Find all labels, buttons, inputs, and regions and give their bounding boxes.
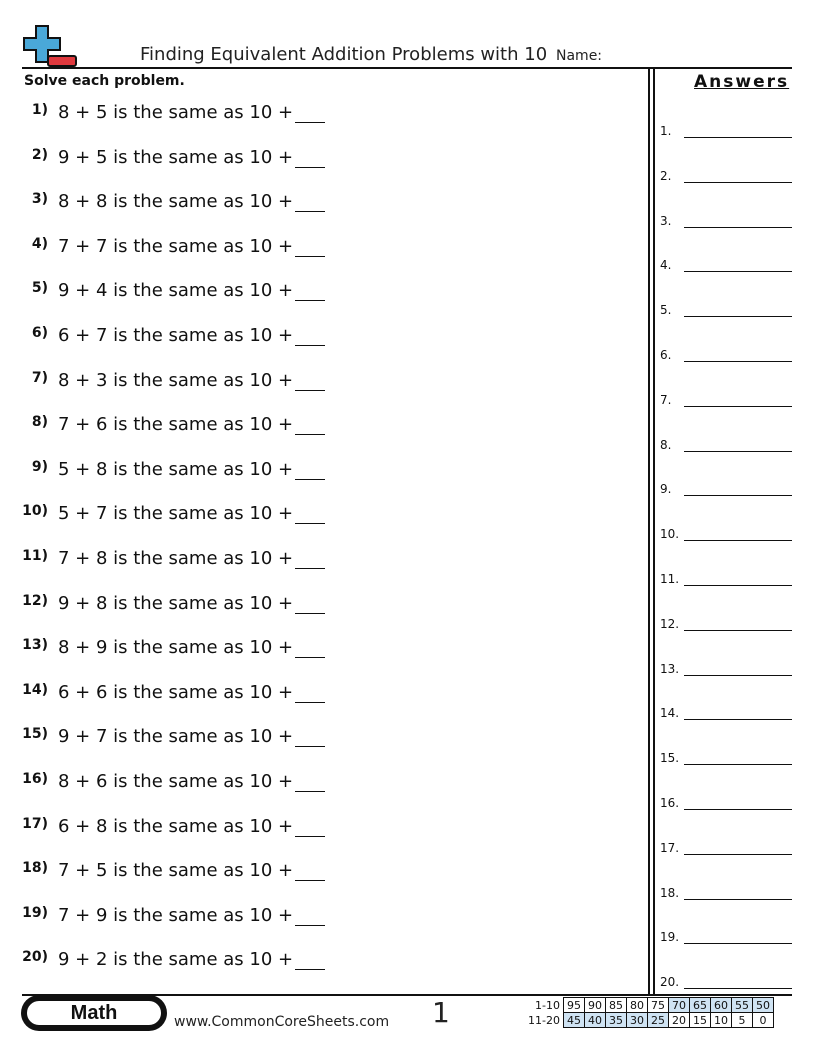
problem-item (22, 280, 622, 310)
footer-rule (22, 994, 792, 996)
problem-text (58, 548, 325, 569)
problem-expression: 8 + 8 is the same as 10 + (58, 191, 294, 213)
answer-line[interactable] (684, 764, 792, 765)
problem-number: 1) (31, 102, 48, 118)
answer-row (660, 617, 792, 637)
answer-number: 1. (660, 124, 672, 138)
answer-line[interactable] (684, 585, 792, 586)
instructions: Solve each problem. (24, 73, 185, 89)
problem-expression: 6 + 7 is the same as 10 + (58, 325, 294, 346)
answer-row (660, 662, 792, 682)
problem-text (58, 503, 325, 524)
answer-blank[interactable] (295, 327, 325, 346)
score-cell: 65 (689, 998, 710, 1013)
problem-text (58, 771, 325, 792)
problem-number: 17) (22, 815, 48, 832)
score-cell: 25 (647, 1013, 668, 1028)
problem-item (22, 325, 622, 355)
problem-expression: 8 + 3 is the same as 10 + (58, 369, 294, 391)
problem-expression: 8 + 5 is the same as 10 + (58, 102, 294, 123)
score-range: 11-20 (528, 1013, 560, 1027)
website-url: www.CommonCoreSheets.com (174, 1014, 390, 1030)
answer-line[interactable] (684, 227, 792, 228)
problem-text (58, 593, 325, 614)
score-cell: 75 (647, 998, 668, 1013)
answer-blank[interactable] (295, 550, 325, 569)
answer-number: 7. (660, 392, 672, 407)
problem-text (58, 370, 325, 391)
problem-text (58, 147, 325, 168)
answer-number: 4. (660, 258, 672, 273)
problem-item (22, 593, 622, 623)
answer-line[interactable] (684, 943, 792, 944)
answer-blank[interactable] (295, 818, 325, 837)
answer-line[interactable] (684, 361, 792, 362)
problem-number: 10) (22, 503, 48, 520)
problem-text (58, 726, 325, 747)
answer-row (660, 930, 792, 950)
answer-number: 9. (660, 482, 672, 497)
score-cell: 90 (584, 998, 605, 1013)
problem-number: 4) (31, 235, 48, 252)
answer-blank[interactable] (295, 104, 325, 123)
score-cell: 15 (689, 1013, 710, 1028)
answer-line[interactable] (684, 899, 792, 900)
answer-blank[interactable] (295, 595, 325, 614)
problem-expression: 7 + 5 is the same as 10 + (58, 860, 294, 882)
problem-text (58, 102, 325, 123)
answer-number: 20. (660, 975, 680, 990)
answer-number: 12. (660, 616, 680, 631)
problem-expression: 9 + 8 is the same as 10 + (58, 592, 294, 614)
problem-text (58, 280, 325, 301)
problem-item (22, 682, 622, 712)
problem-item (22, 236, 622, 266)
problem-expression: 7 + 9 is the same as 10 + (58, 904, 294, 926)
answer-blank[interactable] (295, 282, 325, 301)
problem-item (22, 771, 622, 801)
subject-badge: Math (24, 998, 164, 1028)
page-number: 1 (432, 996, 450, 1029)
answers-heading: Answers (694, 72, 790, 92)
answer-line[interactable] (684, 137, 792, 138)
answer-blank[interactable] (295, 907, 325, 926)
plus-minus-logo-icon (22, 24, 78, 68)
answer-row (660, 214, 792, 234)
score-range: 1-10 (535, 998, 560, 1012)
answer-number: 3. (660, 213, 672, 228)
score-row (526, 1013, 773, 1028)
problem-number: 2) (31, 146, 48, 163)
score-cell: 85 (605, 998, 626, 1013)
problem-number: 6) (31, 325, 48, 341)
answer-line[interactable] (684, 182, 792, 183)
problem-expression: 6 + 8 is the same as 10 + (58, 815, 294, 837)
problem-text (58, 459, 325, 480)
score-table (526, 997, 774, 1028)
problem-item (22, 726, 622, 756)
answer-number: 5. (660, 303, 672, 318)
score-cell: 30 (626, 1013, 647, 1028)
answer-blank[interactable] (295, 639, 325, 658)
problem-expression: 7 + 8 is the same as 10 + (58, 548, 294, 569)
problem-expression: 8 + 9 is the same as 10 + (58, 637, 294, 659)
answer-number: 19. (660, 930, 680, 945)
answer-blank[interactable] (295, 461, 325, 480)
answer-line[interactable] (684, 719, 792, 720)
answer-row (660, 124, 792, 144)
problem-expression: 7 + 6 is the same as 10 + (58, 414, 294, 436)
problem-number: 20) (22, 949, 48, 966)
answer-number: 18. (660, 885, 680, 900)
score-cell: 70 (668, 998, 689, 1013)
problem-text (58, 325, 325, 346)
answer-blank[interactable] (295, 149, 325, 168)
problem-text (58, 682, 325, 703)
name-label: Name: (556, 48, 603, 64)
answer-row (660, 751, 792, 771)
answer-number: 11. (660, 572, 680, 586)
problem-expression: 5 + 8 is the same as 10 + (58, 458, 294, 480)
problem-item (22, 637, 622, 667)
problem-number: 5) (31, 280, 48, 297)
problem-text (58, 637, 325, 658)
problem-number: 11) (22, 548, 48, 564)
problem-expression: 9 + 5 is the same as 10 + (58, 146, 294, 168)
answer-number: 10. (660, 527, 680, 542)
answer-row (660, 482, 792, 502)
problem-item (22, 414, 622, 444)
score-cell: 45 (563, 1013, 584, 1028)
answer-row (660, 438, 792, 458)
answer-number: 15. (660, 751, 680, 766)
answer-line[interactable] (684, 271, 792, 272)
problem-number: 13) (22, 637, 48, 654)
answer-number: 14. (660, 706, 680, 721)
answer-number: 16. (660, 796, 680, 810)
problem-item (22, 459, 622, 489)
answer-line[interactable] (684, 809, 792, 810)
answer-line[interactable] (684, 988, 792, 989)
problem-expression: 9 + 4 is the same as 10 + (58, 280, 294, 302)
problem-text (58, 236, 325, 257)
problem-number: 9) (31, 458, 48, 475)
problem-text (58, 905, 325, 926)
answer-row (660, 796, 792, 816)
answer-row (660, 527, 792, 547)
answer-row (660, 706, 792, 726)
problem-item (22, 905, 622, 935)
problem-item (22, 816, 622, 846)
score-cell: 80 (626, 998, 647, 1013)
answer-blank[interactable] (295, 416, 325, 435)
problem-text (58, 414, 325, 435)
score-row (526, 998, 773, 1013)
problem-expression: 6 + 6 is the same as 10 + (58, 681, 294, 703)
answer-blank[interactable] (295, 193, 325, 212)
answer-row (660, 393, 792, 413)
problem-expression: 9 + 7 is the same as 10 + (58, 726, 294, 748)
problem-item (22, 191, 622, 221)
score-cell: 10 (710, 1013, 731, 1028)
score-cell: 50 (752, 998, 773, 1013)
answer-line[interactable] (684, 316, 792, 317)
answer-row (660, 169, 792, 189)
answer-row (660, 572, 792, 592)
answer-blank[interactable] (295, 684, 325, 703)
problem-text (58, 949, 325, 970)
answer-number: 8. (660, 437, 672, 452)
problem-expression: 9 + 2 is the same as 10 + (58, 949, 294, 971)
score-cell: 0 (752, 1013, 773, 1028)
problem-text (58, 860, 325, 881)
problem-number: 12) (22, 592, 48, 609)
problem-expression: 8 + 6 is the same as 10 + (58, 771, 294, 792)
answer-line[interactable] (684, 451, 792, 452)
answer-blank[interactable] (295, 862, 325, 881)
answer-row (660, 348, 792, 368)
answer-blank[interactable] (295, 238, 325, 257)
answer-blank[interactable] (295, 951, 325, 970)
answer-number: 6. (660, 348, 672, 362)
answer-row (660, 975, 792, 995)
score-cell: 95 (563, 998, 584, 1013)
score-cell: 20 (668, 1013, 689, 1028)
problem-text (58, 816, 325, 837)
answer-number: 2. (660, 168, 672, 183)
problem-number: 19) (22, 904, 48, 921)
problem-expression: 7 + 7 is the same as 10 + (58, 235, 294, 257)
answer-line[interactable] (684, 854, 792, 855)
problem-item (22, 949, 622, 979)
answer-row (660, 258, 792, 278)
answer-row (660, 303, 792, 323)
problem-number: 16) (22, 771, 48, 787)
problem-number: 18) (22, 860, 48, 877)
answer-line[interactable] (684, 540, 792, 541)
score-cell: 5 (731, 1013, 752, 1028)
answer-divider (653, 68, 655, 996)
answer-blank[interactable] (295, 728, 325, 747)
answer-row (660, 841, 792, 861)
problem-number: 15) (22, 726, 48, 743)
problem-number: 3) (31, 191, 48, 208)
score-cell: 60 (710, 998, 731, 1013)
problem-number: 14) (22, 681, 48, 698)
problem-text (58, 191, 325, 212)
score-cell: 35 (605, 1013, 626, 1028)
answer-blank[interactable] (295, 505, 325, 524)
problem-item (22, 548, 622, 578)
problem-item (22, 860, 622, 890)
problem-expression: 5 + 7 is the same as 10 + (58, 503, 294, 525)
answer-divider (648, 68, 650, 996)
problem-number: 8) (31, 414, 48, 431)
answer-line[interactable] (684, 495, 792, 496)
answer-row (660, 886, 792, 906)
answer-number: 13. (660, 661, 680, 676)
problem-item (22, 370, 622, 400)
answer-number: 17. (660, 840, 680, 855)
problem-item (22, 147, 622, 177)
score-cell: 55 (731, 998, 752, 1013)
answer-blank[interactable] (295, 372, 325, 391)
score-cell: 40 (584, 1013, 605, 1028)
problem-item (22, 503, 622, 533)
answer-blank[interactable] (295, 773, 325, 792)
worksheet-title: Finding Equivalent Addition Problems with 10 (140, 44, 548, 65)
problem-number: 7) (31, 369, 48, 386)
answer-line[interactable] (684, 630, 792, 631)
problem-item (22, 102, 622, 132)
answer-line[interactable] (684, 675, 792, 676)
header-rule (22, 67, 792, 69)
answer-line[interactable] (684, 406, 792, 407)
